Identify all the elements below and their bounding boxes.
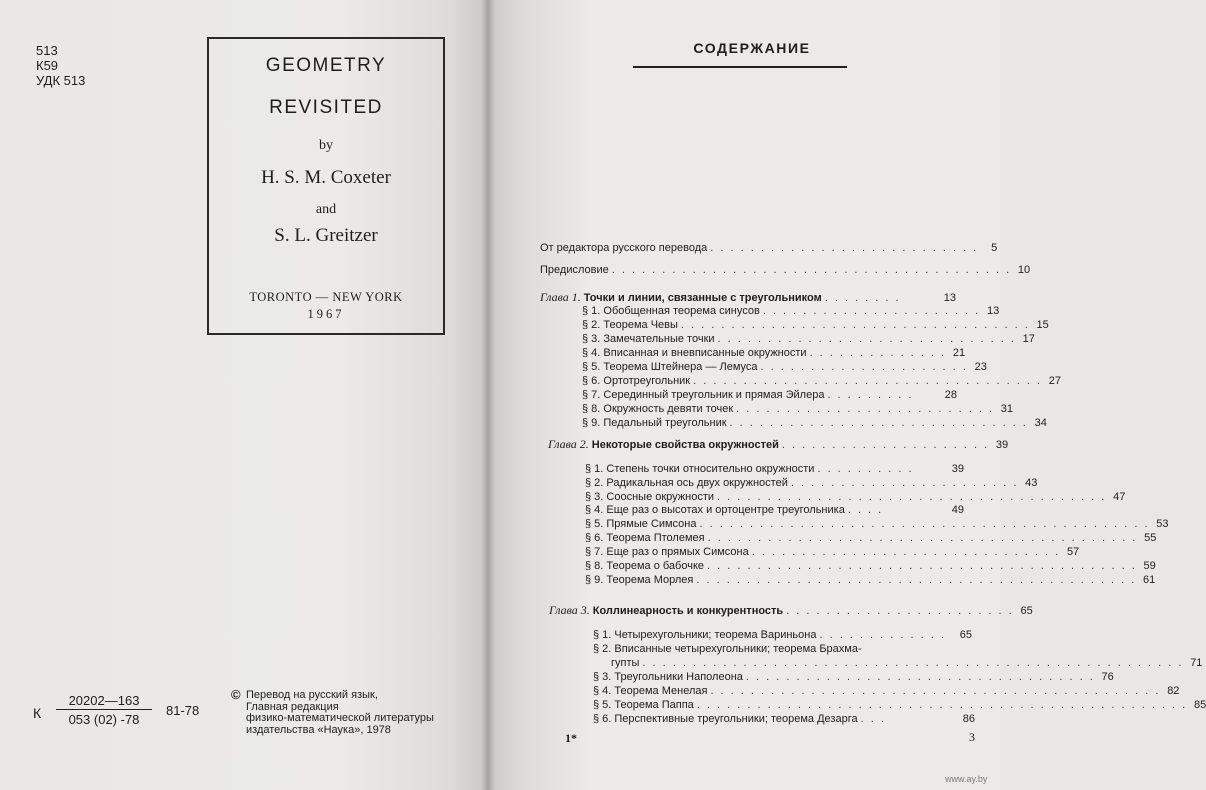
toc-entry: § 2. Радикальная ось двух окружностей . . . . . . . . . . . . . . . . . . . . . . . 43 (585, 477, 1038, 489)
toc-entry: § 8. Окружность девяти точек . . . . . . . . . . . . . . . . . . . . . . . . . . 31 (582, 403, 1014, 415)
toc-page-number: 17 (1022, 333, 1035, 345)
toc-page-number: 13 (986, 305, 1000, 317)
toc-entry: § 3. Соосные окружности . . . . . . . . . . . . . . . . . . . . . . . . . . . . . . . . . . . . . . . 47 (585, 491, 1126, 503)
toc-entry: § 7. Еще раз о прямых Симсона . . . . . . . . . . . . . . . . . . . . . . . . . . . . . . . 57 (585, 546, 1080, 558)
toc-entry-title: § 3. Треугольники Наполеона (593, 671, 743, 683)
toc-page-number: 27 (1048, 375, 1061, 387)
toc-entry-title: § 6. Теорема Птолемея (585, 532, 705, 544)
watermark: www.ay.by (945, 774, 988, 784)
toc-entry-title: § 9. Теорема Морлея (585, 574, 694, 586)
publication-year: 1967 (307, 307, 345, 321)
toc-page-number: 5 (991, 242, 998, 254)
toc-entry-title: § 4. Еще раз о высотах и ортоцентре треугольника (585, 504, 845, 516)
toc-entry-title: § 4. Теорема Менелая (593, 685, 708, 697)
heading-rule (633, 66, 847, 68)
and-label: and (315, 202, 337, 217)
toc-entry: § 3. Треугольники Наполеона . . . . . . . . . . . . . . . . . . . . . . . . . . . . . . . . . . . 76 (593, 671, 1114, 683)
toc-chapter: Глава 2. Некоторые свойства окружностей . . . . . . . . . . . . . . . . . . . . . 39 (548, 437, 1009, 451)
toc-entry: § 8. Теорема о бабочке . . . . . . . . . . . . . . . . . . . . . . . . . . . . . . . . . . . . . . . . . . . 59 (585, 560, 1156, 572)
toc-page-number: 15 (1036, 319, 1049, 331)
toc-page-number: 71 (1190, 657, 1203, 669)
original-title-box (207, 37, 445, 335)
toc-entry-title: § 1. Четырехугольники; теорема Вариньона (593, 629, 817, 641)
publication-place: TORONTO — NEW YORK (249, 290, 403, 304)
toc-page-number: 65 (959, 629, 972, 641)
toc-page-number: 49 (951, 504, 964, 516)
toc-entry-title: § 3. Замечательные точки (582, 333, 715, 345)
class-code: УДК 513 (36, 73, 86, 88)
catalog-numerator: 20202—163 (68, 693, 140, 708)
toc-entry: От редактора русского перевода . . . . . . . . . . . . . . . . . . . . . . . . . . . 5 (540, 242, 998, 254)
toc-page-number: 34 (1034, 417, 1047, 429)
toc-entry-title: Предисловие (540, 264, 609, 276)
toc-entry: Предисловие . . . . . . . . . . . . . . . . . . . . . . . . . . . . . . . . . . . . . . . . 10 (540, 264, 1031, 276)
toc-page-number: 85 (1193, 699, 1206, 711)
toc-entry-title: гупты (611, 657, 640, 669)
toc-entry: § 7. Серединный треугольник и прямая Эйлера . . . . . . . . . 28 (582, 389, 957, 401)
toc-entry-title: § 4. Вписанная и вневписанные окружности (582, 347, 807, 359)
book-gutter (481, 0, 495, 790)
toc-entry-title: § 2. Теорема Чевы (582, 319, 678, 331)
toc-entry: § 1. Степень точки относительно окружности . . . . . . . . . . 39 (585, 463, 964, 475)
copyright-icon: © (231, 687, 241, 702)
catalog-index (33, 693, 213, 733)
toc-page-number: 28 (944, 389, 957, 401)
toc-entry-title: § 2. Вписанные четырехугольники; теорема Брахма- (593, 643, 862, 655)
toc-page-number: 47 (1113, 491, 1126, 503)
toc-entry: § 6. Теорема Птолемея . . . . . . . . . . . . . . . . . . . . . . . . . . . . . . . . . . . . . . . . . . . 55 (585, 532, 1157, 544)
toc-entry-title: § 5. Теорема Паппа (593, 699, 694, 711)
class-code: К59 (36, 58, 59, 73)
title-line-1: GEOMETRY (265, 55, 387, 76)
toc-page-number: 39 (951, 463, 964, 475)
toc-page-number: 65 (1020, 605, 1033, 617)
toc-entry-title: § 9. Педальный треугольник (582, 417, 727, 429)
toc-page-number: 23 (974, 361, 987, 373)
toc-entry-title: § 8. Окружность девяти точек (582, 403, 734, 415)
toc-page-number: 21 (952, 347, 966, 359)
toc-entry-title: § 1. Обобщенная теорема синусов (582, 305, 760, 317)
author-2: S. L. Greitzer (274, 225, 378, 246)
toc-entry: § 5. Теорема Паппа . . . . . . . . . . . . . . . . . . . . . . . . . . . . . . . . . . . . . . . . . . . . . . . . . 85 (593, 699, 1206, 711)
toc-entry: § 4. Вписанная и вневписанные окружности . . . . . . . . . . . . . . 21 (582, 347, 966, 359)
catalog-side-code: 81-78 (166, 703, 200, 718)
toc-page-number: 31 (1000, 403, 1014, 415)
contents-heading: СОДЕРЖАНИЕ (693, 40, 811, 56)
toc-entry: § 5. Теорема Штейнера — Лемуса . . . . . . . . . . . . . . . . . . . . . 23 (582, 361, 987, 373)
toc-page-number: 76 (1101, 671, 1114, 683)
fraction-bar (56, 709, 152, 710)
toc-entry: гупты . . . . . . . . . . . . . . . . . . . . . . . . . . . . . . . . . . . . . . . . . . . . . . . . . . . . . . 71 (611, 657, 1203, 669)
catalog-denominator: 053 (02) -78 (68, 712, 140, 727)
chapter-title: Точки и линии, связанные с треугольником (583, 292, 822, 304)
toc-entry-title: § 7. Еще раз о прямых Симсона (585, 546, 749, 558)
toc-entry: § 4. Еще раз о высотах и ортоцентре треугольника . . . . 49 (585, 504, 964, 516)
toc-entry: § 1. Обобщенная теорема синусов . . . . . . . . . . . . . . . . . . . . . . 13 (582, 305, 1000, 317)
toc-entry-title: § 7. Серединный треугольник и прямая Эйлера (582, 389, 825, 401)
class-code: 513 (36, 43, 58, 58)
toc-entry-title: § 5. Прямые Симсона (585, 518, 697, 530)
toc-entry: § 3. Замечательные точки . . . . . . . . . . . . . . . . . . . . . . . . . . . . . . 17 (582, 333, 1035, 345)
toc-page-number: 59 (1143, 560, 1156, 572)
toc-page-number: 55 (1144, 532, 1157, 544)
chapter-label: Глава 3. (549, 603, 590, 617)
toc-entry (593, 642, 972, 656)
title-line-2: REVISITED (269, 97, 383, 118)
classification-codes (36, 43, 85, 88)
toc-page-number: 43 (1025, 477, 1038, 489)
toc-entry: § 9. Теорема Морлея . . . . . . . . . . . . . . . . . . . . . . . . . . . . . . . . . . . . . . . . . . . . 61 (585, 574, 1156, 586)
page-number: 3 (969, 730, 975, 744)
toc-chapter: Глава 1. Точки и линии, связанные с треугольником . . . . . . . . 13 (540, 290, 956, 304)
toc-page-number: 39 (995, 439, 1009, 451)
toc-entry: § 2. Теорема Чевы . . . . . . . . . . . . . . . . . . . . . . . . . . . . . . . . . . . 15 (582, 319, 1049, 331)
author-1: H. S. M. Coxeter (261, 167, 391, 188)
toc-page-number: 86 (962, 713, 975, 725)
by-label: by (319, 138, 333, 153)
toc-page-number: 10 (1017, 264, 1031, 276)
chapter-label: Глава 1. (540, 290, 581, 304)
toc-entry-title: § 6. Ортотреугольник (582, 375, 691, 387)
signature-mark: 1* (565, 731, 577, 745)
toc-entry-title: § 6. Перспективные треугольники; теорема Дезарга (593, 713, 858, 725)
toc-page-number: 82 (1167, 685, 1180, 697)
catalog-letter: К (33, 705, 42, 721)
toc-entry: § 9. Педальный треугольник . . . . . . . . . . . . . . . . . . . . . . . . . . . . . . 34 (582, 417, 1047, 429)
toc-entry: § 5. Прямые Симсона . . . . . . . . . . . . . . . . . . . . . . . . . . . . . . . . . . . . . . . . . . . . . 53 (585, 518, 1169, 530)
toc-entry: § 4. Теорема Менелая . . . . . . . . . . . . . . . . . . . . . . . . . . . . . . . . . . . . . . . . . . . . . 82 (593, 685, 1180, 697)
left-page (0, 0, 488, 790)
toc-chapter: Глава 3. Коллинеарность и конкурентность . . . . . . . . . . . . . . . . . . . . . . . 65 (549, 603, 1033, 617)
chapter-label: Глава 2. (548, 437, 589, 451)
toc-entry-title: § 8. Теорема о бабочке (585, 560, 705, 572)
toc-entry-title: § 1. Степень точки относительно окружности (585, 463, 815, 475)
toc-entry: § 6. Перспективные треугольники; теорема Дезарга . . . 86 (593, 713, 975, 725)
toc-page-number: 13 (943, 292, 956, 304)
toc-entry-title: § 5. Теорема Штейнера — Лемуса (582, 361, 758, 373)
chapter-title: Некоторые свойства окружностей (591, 439, 779, 451)
toc-page-number: 53 (1156, 518, 1169, 530)
toc-page-number: 57 (1066, 546, 1080, 558)
chapter-title: Коллинеарность и конкурентность (592, 605, 784, 617)
toc-entry-title: От редактора русского перевода (540, 242, 708, 254)
toc-entry-title: § 3. Соосные окружности (585, 491, 715, 503)
toc-entry: § 6. Ортотреугольник . . . . . . . . . . . . . . . . . . . . . . . . . . . . . . . . . . . 27 (582, 375, 1061, 387)
toc-entry: § 1. Четырехугольники; теорема Вариньона . . . . . . . . . . . . . 65 (593, 629, 972, 641)
toc-entry-title: § 2. Радикальная ось двух окружностей (585, 477, 788, 489)
toc-page-number: 61 (1143, 574, 1156, 586)
copyright-text: Перевод на русский язык, Главная редакция физико-математической литературы издательства «Наука», 1978 (246, 689, 434, 736)
